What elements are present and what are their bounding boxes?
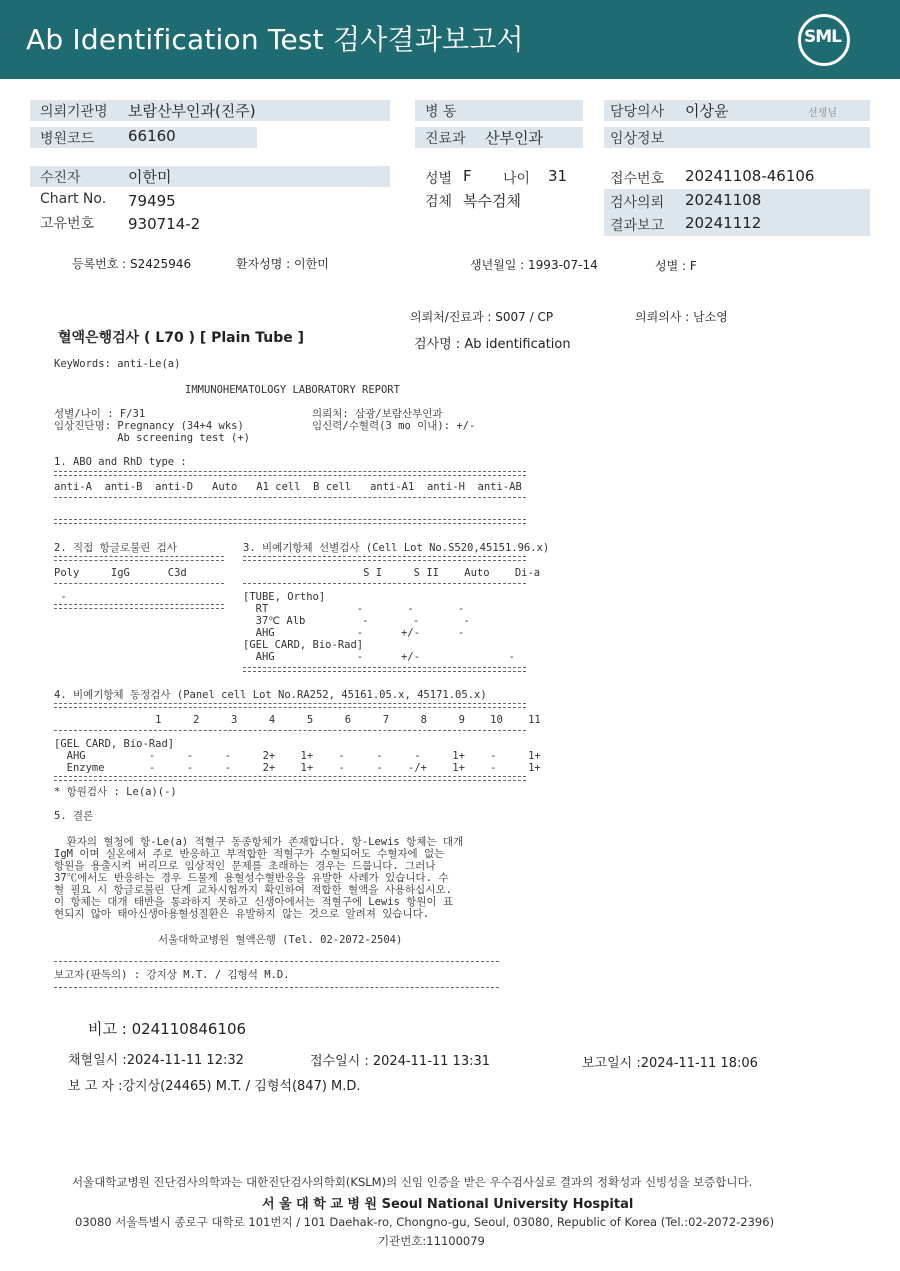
age-label: 나이 (503, 171, 531, 187)
reported-time: 보고일시 :2024-11-11 18:06 (582, 1056, 758, 1071)
screen-header: S I S II Auto Di-a (243, 567, 541, 579)
screen-row-4: AHG - +/- - (243, 627, 465, 639)
logo-text: SML (804, 27, 841, 47)
sex: F (463, 167, 472, 185)
screen-row-1: [TUBE, Ortho] (243, 591, 326, 603)
conclusion-line-4: 37℃에서도 반응하는 경우 드물게 용혈성수혈반응을 유발한 사례가 있습니다. 수 (54, 872, 449, 884)
patient-name: 이한미 (128, 168, 172, 186)
remark: 비고 : 024110846106 (88, 1020, 247, 1038)
specimen: 복수검체 (463, 192, 521, 210)
panel-row-3: Enzyme - - - 2+ 1+ - - -/+ 1+ - 1+ (54, 762, 541, 774)
diagnosis-line-1: 임상진단명: Pregnancy (34+4 wks) (54, 420, 244, 432)
sml-logo (798, 14, 850, 66)
antigen-test: * 항원검사 : Le(a)(-) (54, 786, 177, 798)
ward-label: 병 동 (425, 104, 457, 120)
chart-label: Chart No. (40, 191, 107, 207)
panel-row-1: [GEL CARD, Bio-Rad] (54, 738, 175, 750)
patient-label: 수진자 (40, 170, 81, 186)
birth-date: 생년월일 : 1993-07-14 (470, 258, 598, 272)
footer-address: 03080 서울특별시 종로구 대학로 101번지 / 101 Daehak-ro, Chongno-gu, Seoul, 03080, Republic of Korea (Tel.:02-2072-2396) (75, 1215, 775, 1229)
dat-value: - (54, 591, 67, 603)
footer-institution-no: 기관번호:11100079 (378, 1234, 485, 1248)
panel-header: 1 2 3 4 5 6 7 8 9 10 11 (54, 714, 541, 726)
dat-header: Poly IgG C3d (54, 567, 187, 579)
header-banner (0, 0, 900, 79)
referral-line-1: 의뢰처: 삼광/보람산부인과 (312, 408, 443, 420)
conclusion-line-2: IgM 이며 실온에서 주로 반응하고 부적합한 적혈구가 수혈되어도 수혈자에 없는 (54, 848, 445, 860)
screen-row-5: [GEL CARD, Bio-Rad] (243, 639, 364, 651)
conclusion-line-3: 항원을 용출시켜 버리므로 임상적인 문제를 초래하는 경우는 드뭅니다. 그러나 (54, 860, 436, 872)
exam-name: 검사명 : Ab identification (414, 337, 571, 352)
doctor-suffix: 선생님 (808, 108, 837, 119)
conclusion-line-5: 혈 필요 시 항글로불린 단계 교차시험까지 확인하여 적합한 혈액을 사용하십시오. (54, 884, 452, 896)
lab-report-title: IMMUNOHEMATOLOGY LABORATORY REPORT (185, 384, 400, 396)
requesting-org: 보람산부인과(진주) (128, 102, 256, 120)
section-2-title: 2. 직접 항글로불린 검사 (54, 542, 177, 554)
conclusion-line-7: 현되지 않아 태아신생아용혈성질환은 유발하지 않는 것으로 알려져 있습니다. (54, 908, 430, 920)
keywords: KeyWords: anti-Le(a) (54, 358, 181, 370)
result-report-label: 결과보고 (610, 218, 665, 234)
test-request-label: 검사의뢰 (610, 195, 665, 211)
scan-patient-name: 환자성명 : 이한미 (236, 257, 329, 271)
requesting-org-label: 의뢰기관명 (40, 104, 108, 120)
test-request-date: 20241108 (685, 191, 762, 209)
blood-bank-line: 서울대학교병원 혈액은행 (Tel. 02-2072-2504) (158, 934, 403, 946)
unique-id-label: 고유번호 (40, 216, 95, 232)
chart-no: 79495 (128, 192, 176, 210)
section-5-title: 5. 결론 (54, 810, 94, 822)
department-label: 진료과 (425, 131, 466, 147)
receipt-no: 20241108-46106 (685, 167, 815, 185)
clinical-info-label: 임상정보 (610, 131, 665, 147)
result-report-date: 20241112 (685, 214, 762, 232)
screen-row-2: RT - - - (243, 603, 465, 615)
sex-age-line: 성별/나이 : F/31 (54, 408, 146, 420)
req-doctor: 의뢰의사 : 남소영 (635, 310, 728, 324)
unique-id: 930714-2 (128, 215, 201, 233)
section-3-title: 3. 비예기항체 선별검사 (Cell Lot No.S520,45151.96.x) (243, 542, 550, 554)
band-patient (30, 166, 390, 187)
diagnosis-line-2: Ab screening test (+) (54, 432, 250, 444)
received-time: 접수일시 : 2024-11-11 13:31 (310, 1054, 491, 1069)
section-4-title: 4. 비예기항체 동정검사 (Panel cell Lot No.RA252, 45161.05.x, 45171.05.x) (54, 689, 487, 701)
hospital-code: 66160 (128, 127, 176, 145)
reg-no: 등록번호 : S2425946 (72, 257, 192, 271)
conclusion-line-6: 이 항체는 대개 태반을 통과하지 못하고 신생아에서는 적혈구에 Lewis 항원이 표 (54, 896, 454, 908)
reporter-line: 보고자(판독의) : 강지상 M.T. / 김형석 M.D. (54, 969, 290, 981)
doctor-label: 담당의사 (610, 104, 665, 120)
referral-line-2: 임신력/수혈력(3 mo 이내): +/- (312, 420, 476, 432)
age: 31 (548, 167, 568, 185)
conclusion-line-1: 환자의 혈청에 항-Le(a) 적혈구 동종항체가 존재합니다. 항-Lewis 항체는 대개 (54, 836, 464, 848)
scan-sex: 성별 : F (655, 259, 697, 273)
collected-time: 채혈일시 :2024-11-11 12:32 (68, 1053, 244, 1068)
footer-certification: 서울대학교병원 진단검사의학과는 대한진단검사의학회(KSLM)의 신임 인증을 받은 우수검사실로 결과의 정확성과 신빙성을 보증합니다. (72, 1175, 753, 1189)
doctor: 이상윤 (685, 102, 729, 120)
receipt-no-label: 접수번호 (610, 171, 665, 187)
sex-label: 성별 (425, 171, 453, 187)
department: 산부인과 (485, 129, 543, 147)
footer-hospital-name: 서 울 대 학 교 병 원 Seoul National University Hospital (262, 1197, 634, 1212)
section-1-title: 1. ABO and RhD type : (54, 456, 187, 468)
report-title: Ab Identification Test 검사결과보고서 (26, 23, 524, 56)
exam-title: 혈액은행검사 ( L70 ) [ Plain Tube ] (58, 330, 305, 346)
panel-row-2: AHG - - - 2+ 1+ - - - 1+ - 1+ (54, 750, 541, 762)
screen-row-3: 37℃ Alb - - - (243, 615, 470, 627)
hospital-code-label: 병원코드 (40, 131, 95, 147)
specimen-label: 검체 (425, 194, 453, 210)
screen-row-6: AHG - +/- - (243, 651, 515, 663)
req-dept: 의뢰처/진료과 : S007 / CP (410, 310, 554, 324)
abo-header: anti-A anti-B anti-D Auto A1 cell B cell anti-A1 anti-H anti-AB (54, 481, 522, 493)
reporter: 보 고 자 :강지상(24465) M.T. / 김형석(847) M.D. (68, 1079, 361, 1094)
